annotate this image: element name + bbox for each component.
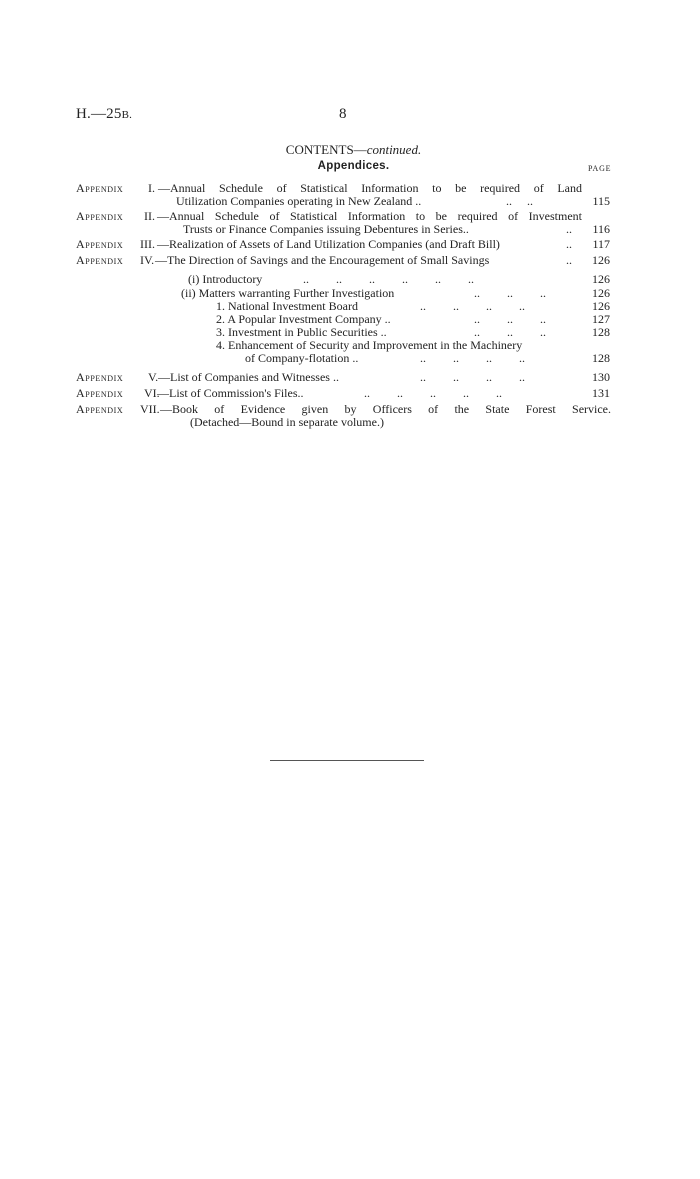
appendix-entry-text: Utilization Companies operating in New Zealand ..: [176, 194, 422, 208]
leader-dots: ..: [566, 222, 572, 236]
leader-dots: ..: [566, 237, 572, 251]
closing-rule: [270, 760, 424, 761]
page-ref: 116: [592, 222, 610, 236]
appendix-label: Appendix: [76, 253, 124, 267]
page-ref: 126: [592, 253, 610, 267]
leader-dots: .. .. .. .. .. ..: [303, 272, 474, 286]
leader-dots: .. .. ..: [474, 286, 546, 300]
appendix-entry-text: —Annual Schedule of Statistical Information to be required of Land: [158, 181, 582, 195]
leader-dots: .. .. .. ..: [420, 299, 525, 313]
appendix-numeral: I.: [148, 181, 155, 195]
appendix-entry-text: —List of Companies and Witnesses ..: [158, 370, 339, 384]
page-ref: 126: [592, 299, 610, 313]
appendix-label: Appendix: [76, 402, 124, 416]
leader-dots: .. .. .. ..: [420, 351, 525, 365]
appendix-numeral: VI.: [144, 386, 160, 400]
appendix-entry-text: —Annual Schedule of Statistical Information to be required of Investment: [157, 209, 582, 223]
contents-title: CONTENTS—continued.: [285, 142, 422, 157]
page-ref: 130: [592, 370, 610, 384]
appendix-entry-text: —Realization of Assets of Land Utilization Companies (and Draft Bill): [157, 237, 500, 251]
page-ref: 126: [592, 272, 610, 286]
sub-entry-text: 2. A Popular Investment Company ..: [216, 312, 391, 326]
leader-dots: .. .. .. .. ..: [364, 386, 502, 400]
appendix-label: Appendix: [76, 209, 124, 223]
page-ref: 128: [592, 351, 610, 365]
page-ref: 127: [592, 312, 610, 326]
leader-dots: ..: [566, 253, 572, 267]
appendix-label: Appendix: [76, 386, 124, 400]
leader-dots: .. .. ..: [474, 312, 546, 326]
sub-entry-text: of Company-flotation ..: [245, 351, 359, 365]
appendix-label: Appendix: [76, 370, 124, 384]
appendix-numeral: V.: [148, 370, 159, 384]
page-ref: 131: [592, 386, 610, 400]
page-ref: 115: [592, 194, 610, 208]
sub-entry-text: (ii) Matters warranting Further Investigation: [181, 286, 395, 300]
leader-dots: .. .. .. ..: [420, 370, 525, 384]
sub-entry-text: (i) Introductory: [188, 272, 263, 286]
document-reference: H.—25B.: [76, 106, 133, 122]
appendix-entry-text: (Detached—Bound in separate volume.): [190, 415, 384, 429]
appendix-label: Appendix: [76, 237, 124, 251]
page-number: 8: [339, 106, 347, 122]
appendix-entry-text: Trusts or Finance Companies issuing Debentures in Series..: [183, 222, 469, 236]
appendix-entry-text: —The Direction of Savings and the Encouragement of Small Savings: [155, 253, 490, 267]
appendix-entry-text: —Book of Evidence given by Officers of the State Forest Service.: [160, 402, 611, 416]
leader-dots: .. .. ..: [474, 325, 546, 339]
sub-entry-text: 1. National Investment Board: [216, 299, 358, 313]
sub-entry-text: 4. Enhancement of Security and Improvement in the Machinery: [216, 338, 523, 352]
page-ref: 126: [592, 286, 610, 300]
page-ref: 128: [592, 325, 610, 339]
appendix-numeral: IV.: [140, 253, 155, 267]
appendix-label: Appendix: [76, 181, 124, 195]
page-column-label: PAGE: [588, 164, 612, 173]
leader-dots: .. ..: [506, 194, 533, 208]
page-ref: 117: [592, 237, 610, 251]
appendix-entry-text: —List of Commission's Files..: [157, 386, 304, 400]
appendix-numeral: II.: [144, 209, 155, 223]
appendix-numeral: VII.: [140, 402, 160, 416]
section-title: Appendices.: [317, 160, 390, 172]
sub-entry-text: 3. Investment in Public Securities ..: [216, 325, 387, 339]
appendix-numeral: III.: [140, 237, 155, 251]
